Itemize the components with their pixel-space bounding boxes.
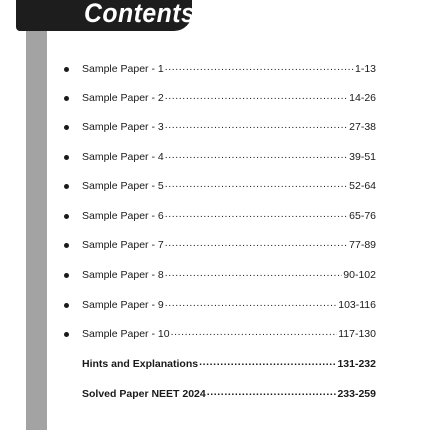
toc-entry-sample-paper-1[interactable]	[64, 60, 376, 78]
bullet-icon	[64, 332, 69, 337]
toc-entry-label: Sample Paper - 6	[82, 210, 164, 222]
dot-leader	[165, 119, 348, 131]
toc-entry-pages: 39-51	[349, 151, 376, 163]
toc-entry-sample-paper-3[interactable]	[64, 118, 376, 136]
page-title: Contents	[84, 0, 196, 28]
bullet-icon	[64, 155, 69, 160]
toc-entry-pages: 52-64	[349, 180, 376, 192]
toc-entry-pages: 14-26	[349, 92, 376, 104]
toc-entry-pages: 103-116	[338, 299, 376, 311]
bullet-icon	[64, 67, 69, 72]
dot-leader	[199, 356, 336, 368]
dot-leader	[165, 297, 338, 309]
toc-entry-sample-paper-10[interactable]	[64, 325, 376, 343]
dot-leader	[165, 208, 348, 220]
decorative-side-bar	[26, 31, 47, 430]
toc-entry-label: Sample Paper - 2	[82, 92, 164, 104]
toc-entry-sample-paper-5[interactable]	[64, 177, 376, 195]
toc-entry-pages: 77-89	[349, 239, 376, 251]
bullet-icon	[64, 273, 69, 278]
dot-leader	[165, 61, 354, 73]
toc-entry-pages: 90-102	[343, 269, 376, 281]
toc-entry-sample-paper-2[interactable]	[64, 89, 376, 107]
toc-entry-pages: 233-259	[337, 388, 376, 400]
toc-entry-label: Sample Paper - 1	[82, 63, 164, 75]
dot-leader	[165, 149, 348, 161]
contents-header	[16, 0, 196, 31]
dot-leader	[165, 237, 348, 249]
toc-entry-sample-paper-4[interactable]	[64, 148, 376, 166]
bullet-icon	[64, 303, 69, 308]
toc-entry-pages: 131-232	[337, 358, 376, 370]
dot-leader	[165, 178, 348, 190]
toc-entry-label: Sample Paper - 10	[82, 328, 170, 340]
toc-entry-label: Hints and Explanations	[82, 358, 199, 370]
toc-entry-label: Sample Paper - 7	[82, 239, 164, 251]
toc-entry-pages: 65-76	[349, 210, 376, 222]
toc-entry-pages: 117-130	[338, 328, 376, 340]
bullet-icon	[64, 125, 69, 130]
dot-leader	[171, 326, 338, 338]
bullet-icon	[64, 243, 69, 248]
toc-entry-sample-paper-8[interactable]	[64, 266, 376, 284]
toc-entry-solved-paper[interactable]	[82, 385, 376, 403]
toc-entry-label: Sample Paper - 4	[82, 151, 164, 163]
toc-entry-label: Sample Paper - 9	[82, 299, 164, 311]
toc-entry-label: Sample Paper - 8	[82, 269, 164, 281]
toc-entry-label: Sample Paper - 3	[82, 121, 164, 133]
toc-entry-label: Solved Paper NEET 2024	[82, 388, 206, 400]
toc-entry-pages: 27-38	[349, 121, 376, 133]
toc-entry-label: Sample Paper - 5	[82, 180, 164, 192]
toc-entry-pages: 1-13	[354, 63, 376, 75]
bullet-icon	[64, 184, 69, 189]
toc-entry-sample-paper-7[interactable]	[64, 236, 376, 254]
toc-entry-hints-and-explanations[interactable]	[82, 355, 376, 373]
dot-leader	[165, 267, 343, 279]
bullet-icon	[64, 214, 69, 219]
dot-leader	[165, 90, 348, 102]
toc-entry-sample-paper-9[interactable]	[64, 296, 376, 314]
bullet-icon	[64, 96, 69, 101]
dot-leader	[207, 386, 337, 398]
toc-entry-sample-paper-6[interactable]	[64, 207, 376, 225]
